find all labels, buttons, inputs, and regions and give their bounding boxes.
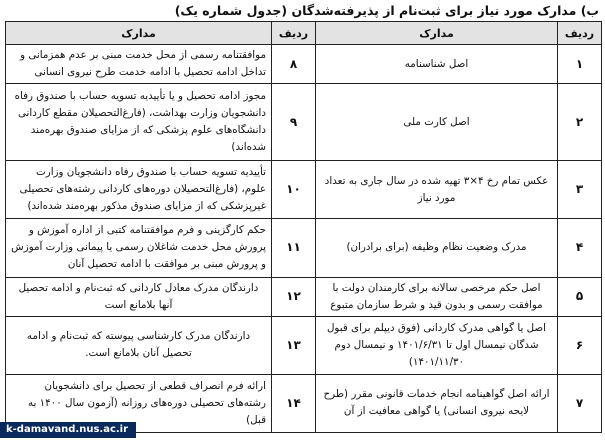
document-cell: اصل کارت ملی (316, 84, 558, 161)
document-cell: ارائه فرم انصراف قطعی از تحصیل برای دانشجویان رشته‌های تحصیلی دوره‌های روزانه (آزمون سال ۱۴۰۰ به قبل) (6, 374, 272, 432)
table-header-row (6, 22, 602, 45)
table-row (6, 45, 602, 84)
document-cell: تأییدیه تسویه حساب با صندوق رفاه دانشجویان وزارت علوم، (فارغ‌التحصیلان دوره‌های کاردانی رشته‌های تحصیلی غیرپزشکی که از مزایای صندوق مذکور بهره‌مند شده‌اند) (6, 161, 272, 219)
document-cell: اصل شناسنامه (316, 45, 558, 84)
header-documents-right: مدارک (316, 22, 558, 45)
header-row-number-left: ردیف (272, 22, 316, 45)
document-cell: ارائه اصل گواهینامه انجام خدمات قانونی مقرر (طرح لایحه نیروی انسانی) یا گواهی معافیت از آن (316, 374, 558, 432)
table-row (6, 84, 602, 161)
required-documents-table (5, 21, 602, 433)
site-watermark: k-damavand.nus.ac.ir (0, 422, 136, 438)
document-cell: مجوز ادامه تحصیل و یا تأییدیه تسویه حساب با صندوق رفاه دانشجویان وزارت بهداشت، (فارغ‌التحصیلان مقطع کاردانی دانشگاه‌های علوم پزشکی که از مزایای صندوق بهره‌مند شده‌اند) (6, 84, 272, 161)
row-number: ۸ (272, 45, 316, 84)
page-title: ب) مدارک مورد نیاز برای ثبت‌نام از پذیرفته‌شدگان (جدول شماره یک) (174, 3, 599, 18)
document-cell: مدرک وضعیت نظام وظیفه (برای برادران) (316, 219, 558, 277)
header-row-number-right: ردیف (558, 22, 602, 45)
row-number: ۴ (558, 219, 602, 277)
document-cell: دارندگان مدرک کارشناسی پیوسته که ثبت‌نام و ادامه تحصیل آنان بلامانع است. (6, 316, 272, 374)
row-number: ۱۳ (272, 316, 316, 374)
table-row (6, 161, 602, 219)
table-row (6, 316, 602, 374)
row-number: ۱۴ (272, 374, 316, 432)
row-number: ۱۱ (272, 219, 316, 277)
document-cell: دارندگان مدرک معادل کاردانی که ثبت‌نام و ادامه تحصیل آنها بلامانع است (6, 277, 272, 316)
document-cell: اصل حکم مرخصی سالانه برای کارمندان دولت با موافقت رسمی و بدون قید و شرط سازمان متبوع (316, 277, 558, 316)
row-number: ۳ (558, 161, 602, 219)
row-number: ۵ (558, 277, 602, 316)
row-number: ۱ (558, 45, 602, 84)
document-cell: موافقتنامه رسمی از محل خدمت مبنی بر عدم همزمانی و تداخل ادامه تحصیل با ادامه خدمت طرح نیروی انسانی (6, 45, 272, 84)
row-number: ۹ (272, 84, 316, 161)
document-cell: اصل یا گواهی مدرک کاردانی (فوق دیپلم برای قبول شدگان نیمسال اول تا ۱۴۰۱/۶/۳۱ و نیمسال دوم ۱۴۰۱/۱۱/۳۰) (316, 316, 558, 374)
row-number: ۷ (558, 374, 602, 432)
row-number: ۱۰ (272, 161, 316, 219)
row-number: ۱۲ (272, 277, 316, 316)
table-row (6, 277, 602, 316)
header-documents-left: مدارک (6, 22, 272, 45)
document-cell: عکس تمام رخ ۴×۳ تهیه شده در سال جاری به تعداد مورد نیاز (316, 161, 558, 219)
row-number: ۶ (558, 316, 602, 374)
row-number: ۲ (558, 84, 602, 161)
table-row (6, 219, 602, 277)
document-cell: حکم کارگزینی و فرم موافقتنامه کتبی از اداره آموزش و پرورش محل خدمت شاغلان رسمی یا پیمانی وزارت آموزش و پرورش مبنی بر موافقت با ادامه تحصیل آنان (6, 219, 272, 277)
